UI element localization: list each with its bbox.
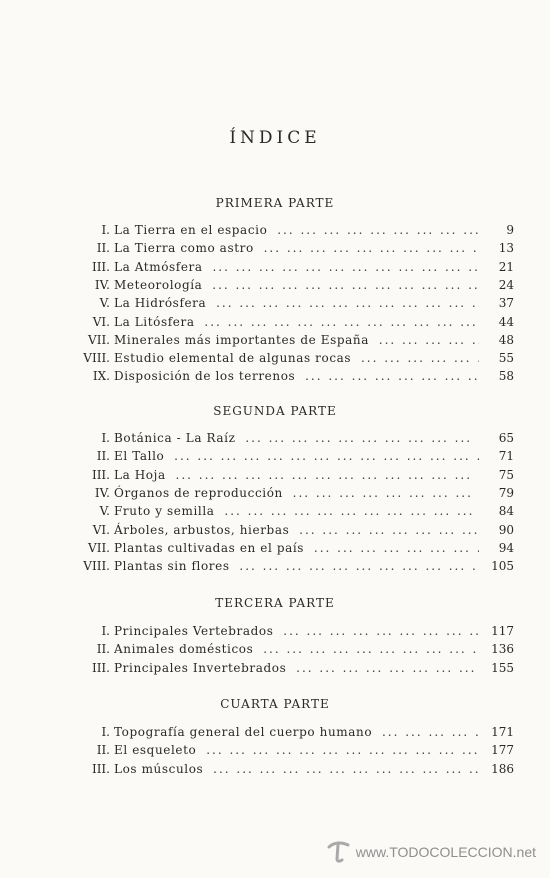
- chapter-leader-line: [114, 502, 479, 520]
- toc-entry: [0, 659, 550, 677]
- chapter-number: I.: [101, 431, 110, 445]
- chapter-title: Plantas sin flores: [114, 559, 234, 573]
- chapter-title: El Tallo: [114, 449, 168, 463]
- chapter-number: I.: [101, 223, 110, 237]
- chapter-title: Topografía general del cuerpo humano: [114, 725, 376, 739]
- chapter-number: II.: [96, 449, 110, 464]
- section-heading: CUARTA PARTE: [220, 697, 330, 711]
- page-number: 186: [491, 761, 514, 776]
- chapter-leader-line: [114, 760, 479, 778]
- chapter-number: III.: [91, 761, 110, 776]
- page-number: 79: [498, 485, 514, 500]
- chapter-number: VIII.: [83, 559, 110, 574]
- toc-entry: [0, 429, 550, 447]
- todocoleccion-logo-icon: [327, 841, 351, 863]
- chapter-leader-line: [114, 294, 479, 312]
- page-number: 117: [491, 624, 514, 638]
- section-heading: PRIMERA PARTE: [215, 196, 335, 210]
- chapter-title: Botánica - La Raíz: [114, 431, 240, 445]
- page-number: 94: [498, 540, 514, 555]
- chapter-title: La Hidrósfera: [114, 296, 210, 310]
- toc-entry: [0, 502, 550, 520]
- chapter-number: I.: [101, 725, 110, 739]
- chapter-leader-line: [114, 723, 479, 741]
- chapter-leader-line: [114, 331, 479, 349]
- chapter-title: La Atmósfera: [114, 260, 207, 274]
- toc-entry: [0, 539, 550, 557]
- chapter-title: La Tierra en el espacio: [114, 223, 271, 237]
- page-number: 58: [498, 369, 514, 384]
- chapter-leader-line: [114, 258, 479, 276]
- chapter-leader-line: [114, 539, 479, 557]
- chapter-number: II.: [96, 743, 110, 758]
- toc-entry: [0, 294, 550, 312]
- toc-entry: [0, 484, 550, 502]
- chapter-leader-line: [114, 276, 479, 294]
- toc-entry: [0, 640, 550, 658]
- toc-entry: [0, 447, 550, 465]
- chapter-number: VII.: [88, 540, 110, 555]
- chapter-leader-line: [114, 221, 479, 239]
- chapter-leader-line: [114, 466, 479, 484]
- chapter-leader-line: [114, 557, 479, 575]
- chapter-leader-line: [114, 622, 479, 640]
- chapter-title: Principales Invertebrados: [114, 661, 290, 675]
- chapter-title: La Litósfera: [114, 315, 199, 329]
- toc-entry: [0, 466, 550, 484]
- section-heading: SEGUNDA PARTE: [213, 404, 337, 418]
- chapter-number: IV.: [94, 485, 110, 500]
- chapter-leader-line: [114, 659, 479, 677]
- page-number: 9: [506, 223, 514, 237]
- page-number: 90: [498, 522, 514, 537]
- section-heading: TERCERA PARTE: [215, 596, 335, 610]
- chapter-title: Animales domésticos: [114, 642, 257, 656]
- chapter-number: V.: [99, 504, 110, 519]
- chapter-number: V.: [99, 296, 110, 311]
- chapter-leader-line: [114, 367, 479, 385]
- toc-entry: [0, 723, 550, 741]
- page-number: 71: [498, 449, 514, 464]
- page-number: 65: [498, 431, 514, 445]
- chapter-title: La Tierra como astro: [114, 241, 258, 255]
- chapter-number: III.: [91, 660, 110, 675]
- chapter-title: Principales Vertebrados: [114, 624, 277, 638]
- page-number: 48: [498, 332, 514, 347]
- toc-entry: [0, 741, 550, 759]
- chapter-number: VIII.: [83, 351, 110, 366]
- chapter-leader-line: [114, 313, 479, 331]
- chapter-title: Órganos de reproducción: [114, 486, 287, 500]
- toc-entry: [0, 239, 550, 257]
- chapter-leader-line: [114, 239, 479, 257]
- page-number: 177: [491, 743, 514, 758]
- chapter-leader-line: [114, 349, 479, 367]
- toc-entry: [0, 760, 550, 778]
- chapter-number: IX.: [92, 369, 110, 384]
- toc-entry: [0, 221, 550, 239]
- page-number: 155: [491, 660, 514, 675]
- toc-entry: [0, 276, 550, 294]
- chapter-number: VII.: [88, 332, 110, 347]
- toc-entry: [0, 557, 550, 575]
- chapter-number: VI.: [92, 522, 110, 537]
- page-number: 13: [498, 241, 514, 256]
- chapter-number: II.: [96, 241, 110, 256]
- chapter-title: Disposición de los terrenos: [114, 369, 299, 383]
- page-title: ÍNDICE: [229, 128, 321, 148]
- page-number: 21: [498, 259, 514, 274]
- page-number: 44: [498, 314, 514, 329]
- chapter-leader-line: [114, 741, 479, 759]
- chapter-leader-line: [114, 484, 479, 502]
- watermark-text: www.TODOCOLECCION.net: [355, 844, 536, 860]
- chapter-title: Estudio elemental de algunas rocas: [114, 351, 355, 365]
- page-number: 37: [498, 296, 514, 311]
- chapter-title: Fruto y semilla: [114, 504, 219, 518]
- toc-entry: [0, 622, 550, 640]
- chapter-title: Meteorología: [114, 278, 206, 292]
- chapter-leader-line: [114, 521, 479, 539]
- page-number: 55: [498, 351, 514, 366]
- chapter-leader-line: [114, 429, 479, 447]
- toc-entry: [0, 258, 550, 276]
- chapter-number: IV.: [94, 277, 110, 292]
- chapter-title: Árboles, arbustos, hierbas: [114, 523, 293, 537]
- page-number: 105: [491, 559, 514, 574]
- toc-entry: [0, 521, 550, 539]
- page-number: 171: [491, 725, 514, 739]
- toc-entry: [0, 331, 550, 349]
- toc-entry: [0, 349, 550, 367]
- chapter-number: III.: [91, 467, 110, 482]
- page-number: 136: [491, 642, 514, 657]
- chapter-title: Los músculos: [114, 762, 207, 776]
- chapter-title: Plantas cultivadas en el país: [114, 541, 308, 555]
- chapter-leader-line: [114, 640, 479, 658]
- chapter-title: El esqueleto: [114, 743, 200, 757]
- page-number: 84: [498, 504, 514, 519]
- page-number: 75: [498, 467, 514, 482]
- toc-entry: [0, 313, 550, 331]
- chapter-number: VI.: [92, 314, 110, 329]
- chapter-title: La Hoja: [114, 468, 170, 482]
- chapter-leader-line: [114, 447, 479, 465]
- chapter-number: II.: [96, 642, 110, 657]
- toc-entry: [0, 367, 550, 385]
- chapter-number: I.: [101, 624, 110, 638]
- chapter-number: III.: [91, 259, 110, 274]
- chapter-title: Minerales más importantes de España: [114, 333, 373, 347]
- watermark: [327, 840, 536, 864]
- page-number: 24: [498, 277, 514, 292]
